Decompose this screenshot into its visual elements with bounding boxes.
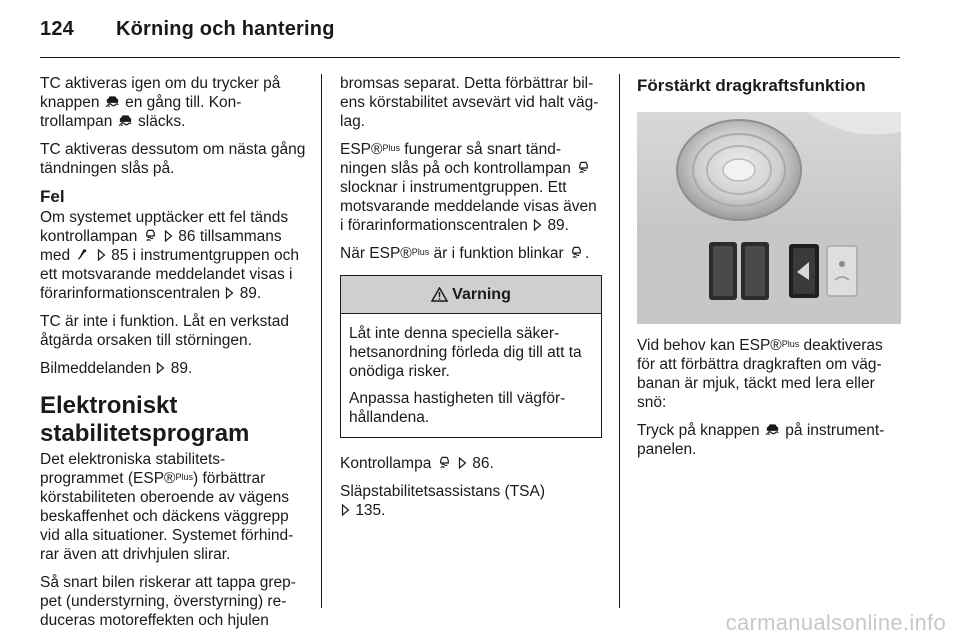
cross-reference-arrow-icon xyxy=(164,230,173,242)
section-heading-esp: Elektroniskt stabilitetsprogram xyxy=(40,392,250,447)
paragraph: Om systemet upptäcker ett fel tänds kontrollampan 86 tillsammans med 85 i instrumentgruppen och ett motsvarande meddelandet visas i förarinformationscentralen 89. xyxy=(40,209,299,302)
column-divider xyxy=(321,74,322,608)
paragraph: Bilmeddelanden 89. xyxy=(40,360,193,377)
esp-indicator-icon xyxy=(576,161,591,174)
header-rule xyxy=(40,57,900,58)
paragraph: Släpstabilitetsassistans (TSA) 135. xyxy=(340,483,546,519)
column-1 xyxy=(40,74,308,639)
paragraph: TC aktiveras dessutom om nästa gång tändningen slås på. xyxy=(40,141,306,177)
paragraph: TC aktiveras igen om du trycker på knappen en gång till. Kon- trollampan släcks. xyxy=(40,75,281,130)
paragraph: Tryck på knappen på instrument-panelen. xyxy=(637,422,885,458)
abs-warning-icon xyxy=(75,248,90,261)
cross-reference-arrow-icon xyxy=(156,362,165,374)
traction-control-icon xyxy=(105,95,120,108)
paragraph: Anpassa hastigheten till vägför-hållandena. xyxy=(349,390,566,426)
section-heading-fel: Fel xyxy=(40,187,65,206)
esp-indicator-icon xyxy=(569,246,584,259)
traction-control-icon xyxy=(118,114,133,127)
paragraph: TC är inte i funktion. Låt en verkstad åtgärda orsaken till störningen. xyxy=(40,313,289,349)
esp-indicator-icon xyxy=(437,456,452,469)
paragraph: Kontrollampa 86. xyxy=(340,455,494,472)
page-title: Körning och hantering xyxy=(116,18,335,40)
paragraph: Det elektroniska stabilitets-programmet (ESP®$^{Plus}$) förbättrar körstabiliteten oberoende av vägens beskaffenhet och däckens väggrepp vid alla situationer. Systemet förhind-rar även att drivhjulen slirar. xyxy=(40,451,294,563)
column-2 xyxy=(340,74,602,529)
section-heading-traction: Förstärkt dragkraftsfunktion xyxy=(637,76,866,95)
paragraph: ESP®$^{Plus}$ fungerar så snart tänd-ningen slås på och kontrollampan slocknar i instrumentgruppen. Ett motsvarande meddelande visas även i förarinformationscentralen 89. xyxy=(340,141,597,234)
cross-reference-arrow-icon xyxy=(533,219,542,231)
warning-body xyxy=(341,314,601,437)
esp-indicator-icon xyxy=(143,229,158,242)
warning-box xyxy=(340,275,602,438)
cross-reference-arrow-icon xyxy=(97,249,106,261)
dashboard-switch-photo xyxy=(637,112,901,324)
page-number: 124 xyxy=(40,18,74,40)
paragraph: bromsas separat. Detta förbättrar bil-ens körstabilitet avsevärt vid halt väg-lag. xyxy=(340,75,599,130)
column-divider xyxy=(619,74,620,608)
paragraph: Så snart bilen riskerar att tappa grep-pet (understyrning, överstyrning) re-duceras motoreffekten och hjulen xyxy=(40,574,296,629)
cross-reference-arrow-icon xyxy=(341,504,350,516)
warning-header xyxy=(341,276,601,314)
watermark: carmanualsonline.info xyxy=(725,610,946,635)
warning-title: Varning xyxy=(452,286,511,303)
paragraph: När ESP®$^{Plus}$ är i funktion blinkar . xyxy=(340,245,590,262)
page-header xyxy=(40,18,335,41)
traction-control-icon xyxy=(765,423,780,436)
cross-reference-arrow-icon xyxy=(225,287,234,299)
cross-reference-arrow-icon xyxy=(458,457,467,469)
column-3 xyxy=(637,74,901,468)
warning-triangle-icon xyxy=(431,287,448,302)
paragraph: Låt inte denna speciella säker-hetsanordning förleda dig till att ta onödiga risker. xyxy=(349,325,582,380)
paragraph: Vid behov kan ESP®$^{Plus}$ deaktiveras för att förbättra dragkraften om väg-banan är mjuk, täckt med lera eller snö: xyxy=(637,337,883,411)
